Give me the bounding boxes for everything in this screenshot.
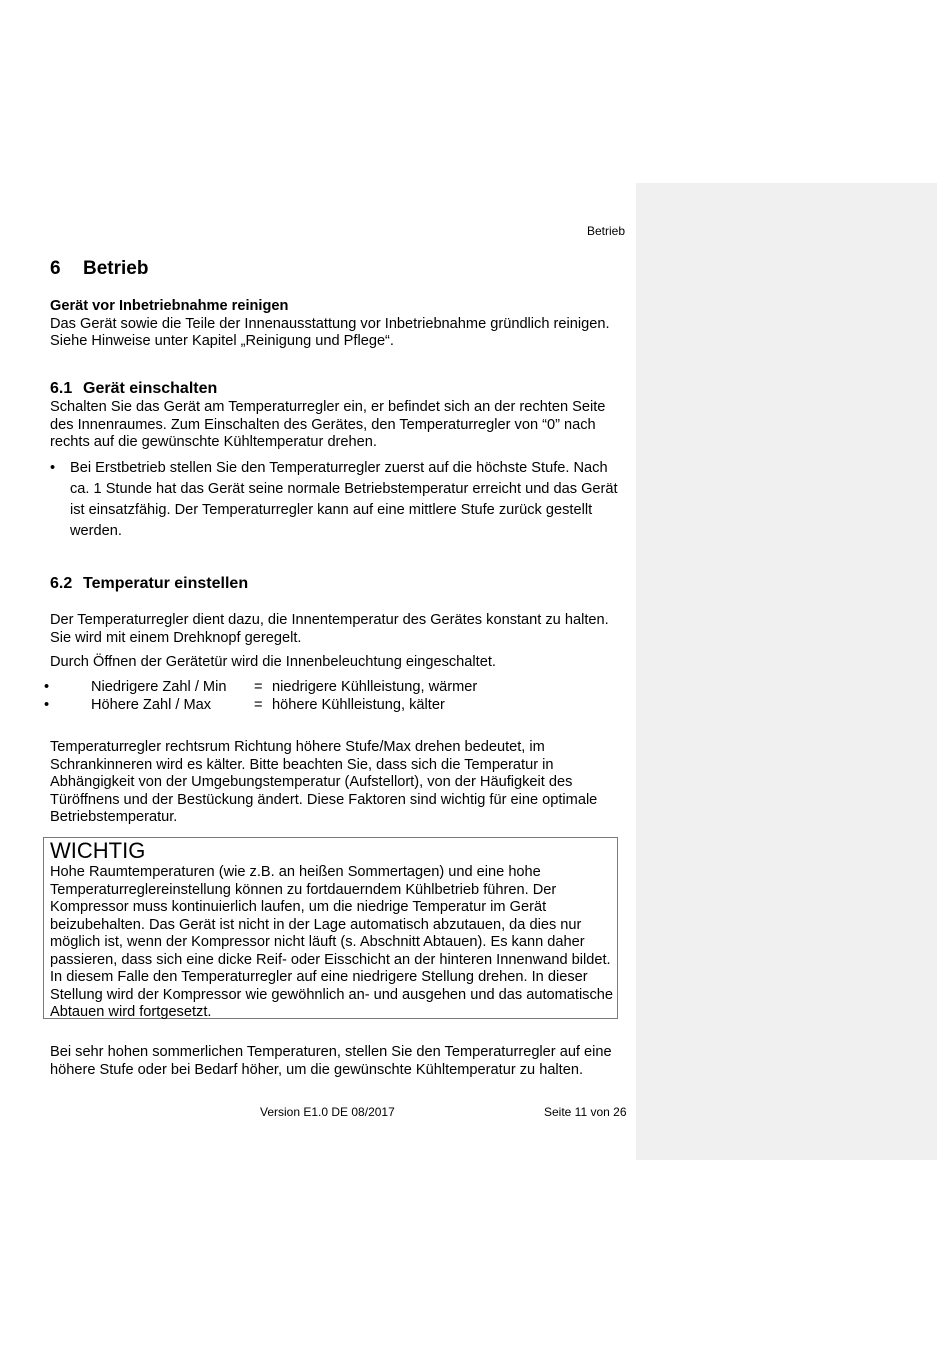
subsection-heading-6-2: [50, 575, 248, 593]
bullet-symbol: •: [44, 679, 50, 695]
paragraph-direction: Temperaturregler rechtsrum Richtung höhere Stufe/Max drehen bedeutet, im Schrankinneren wird es kälter. Bitte beachten Sie, dass sich die Temperatur in Abhängigkeit von der Umgebungstemperatur (Aufstellort), von der Häufigkeit des Türöffnens und der Bestückung ändert. Diese Faktoren sind wichtig für eine optimale Betriebstemperatur.: [50, 739, 598, 825]
subsection-number: 6.2: [50, 575, 73, 592]
setting-equals: =: [254, 697, 263, 713]
subsection-heading-6-1: [50, 380, 217, 398]
warning-text: Hohe Raumtemperaturen (wie z.B. an heißen Sommertagen) und eine hohe Temperaturreglereinstellung können zu fortdauerndem Kühlbetrieb führen. Der Kompressor muss kontinuierlich laufen, um die niedrige Temperatur im Gerät beizubehalten. Das Gerät ist nicht in der Lage automatisch abzutauen, da dies nur möglich ist, wenn der Kompressor nicht läuft (s. Abschnitt Abtauen). Es kann daher passieren, dass sich eine dicke Reif- oder Eisschicht an der hinteren Innenwand bildet. In diesem Falle den Temperaturregler auf eine niedrigere Stellung drehen. In dieser Stellung wird der Kompressor wie gewöhnlich an- und ausgehen und das automatische Abtauen wird fortgesetzt.: [50, 864, 614, 1020]
warning-title: WICHTIG: [50, 838, 146, 863]
bullet-text: Bei Erstbetrieb stellen Sie den Temperaturregler zuerst auf die höchste Stufe. Nach ca. 1 Stunde hat das Gerät seine normale Betriebstemperatur erreicht und das Gerät ist einsatzfähig. Der Temperaturregler kann auf eine mittlere Stufe zurück gestellt werden.: [70, 460, 618, 539]
section-number: 6: [50, 258, 61, 279]
paragraph-closing: Bei sehr hohen sommerlichen Temperaturen, stellen Sie den Temperaturregler auf eine höhere Stufe oder bei Bedarf höher, um die gewünschte Kühltemperatur zu halten.: [50, 1044, 612, 1078]
footer-version: Version E1.0 DE 08/2017: [260, 1105, 395, 1119]
paragraph-thermostat: Der Temperaturregler dient dazu, die Innentemperatur des Gerätes konstant zu halten. Sie wird mit einem Drehknopf geregelt.: [50, 612, 609, 646]
running-header: Betrieb: [586, 224, 625, 238]
bullet-symbol: •: [44, 697, 50, 713]
bullet-symbol: •: [50, 460, 56, 476]
comment-margin-pane: [636, 183, 937, 1160]
section-heading: [50, 258, 148, 280]
setting-label: Niedrigere Zahl / Min: [91, 679, 227, 695]
subsection-title: Gerät einschalten: [83, 380, 218, 397]
paragraph-switch-on: Schalten Sie das Gerät am Temperaturregler ein, er befindet sich an der rechten Seite des Innenraumes. Zum Einschalten des Gerätes, den Temperaturregler von “0” nach rechts auf die gewünschte Kühltemperatur drehen.: [50, 399, 606, 450]
subsection-title: Temperatur einstellen: [83, 575, 249, 592]
setting-meaning: niedrigere Kühlleistung, wärmer: [272, 679, 478, 695]
subsection-number: 6.1: [50, 380, 73, 397]
setting-label: Höhere Zahl / Max: [91, 697, 212, 713]
intro-block: [50, 298, 630, 351]
setting-equals: =: [254, 679, 263, 695]
paragraph-door-light: Durch Öffnen der Gerätetür wird die Innenbeleuchtung eingeschaltet.: [50, 654, 496, 670]
section-title: Betrieb: [83, 258, 149, 279]
intro-subtitle: Gerät vor Inbetriebnahme reinigen: [50, 298, 289, 314]
footer-page-number: Seite 11 von 26: [544, 1105, 627, 1119]
intro-text: Das Gerät sowie die Teile der Innenausstattung vor Inbetriebnahme gründlich reinigen. Siehe Hinweise unter Kapitel „Reinigung und Pflege“.: [50, 315, 610, 349]
setting-meaning: höhere Kühlleistung, kälter: [272, 697, 445, 713]
warning-box: [43, 837, 618, 1019]
